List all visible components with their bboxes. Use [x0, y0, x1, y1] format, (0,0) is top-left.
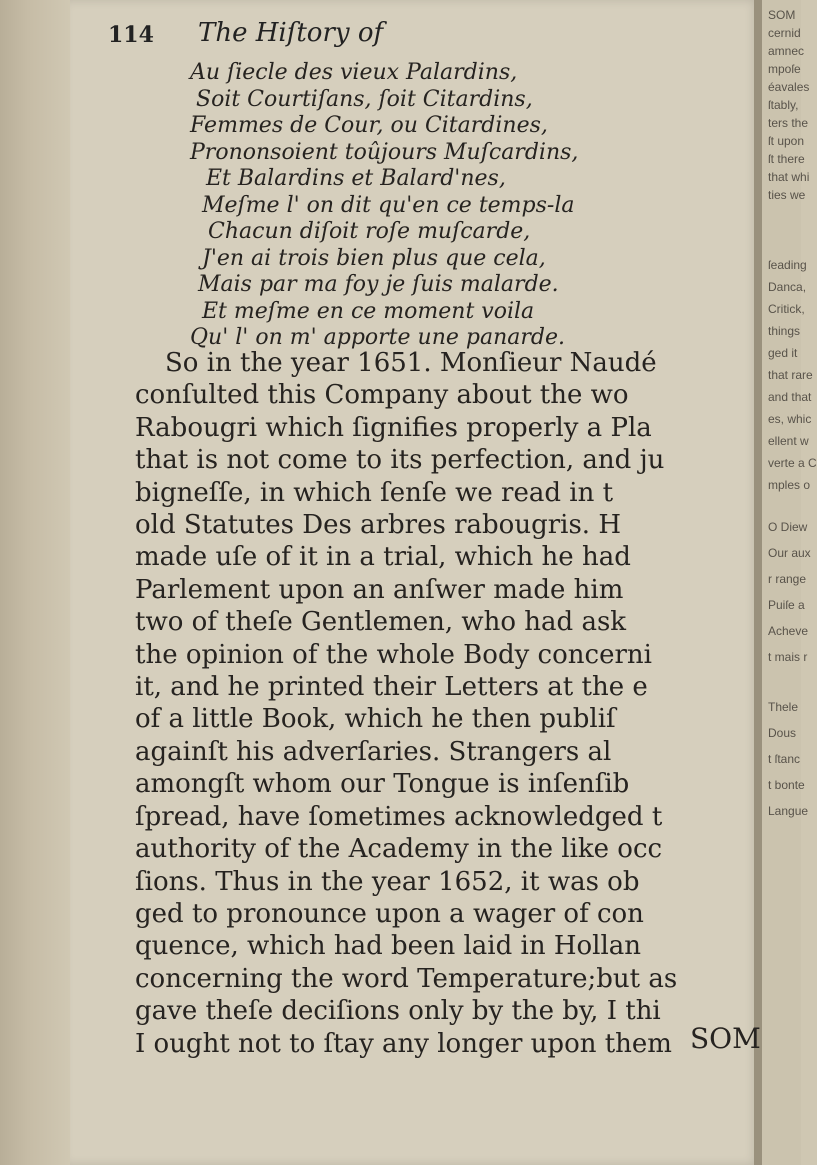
facing-fragment: es, whic — [768, 412, 812, 426]
text-line: ged to pronounce upon a wager of con — [135, 898, 644, 929]
text-line: of a little Book, which he then publiſ — [135, 704, 616, 735]
facing-fragment: ſeading — [768, 258, 807, 272]
text-line: concerning the word Temperature;but as — [135, 963, 678, 994]
text-line: old Statutes Des arbres rabougris. H — [135, 510, 622, 541]
facing-fragment: O Diew — [768, 520, 808, 534]
text-line: amongſt whom our Tongue is inſenſib — [135, 769, 630, 800]
text-line: againſt his adverſaries. Strangers al — [135, 736, 612, 767]
facing-fragment: ties we — [768, 188, 806, 202]
text-line: that is not come to its perfection, and ju — [135, 445, 665, 476]
text-line: it, and he printed their Letters at the e — [135, 672, 648, 703]
facing-fragment: ſtably, — [768, 98, 799, 112]
page-number: 114 — [108, 22, 154, 48]
facing-fragment: mpoſe — [768, 62, 801, 76]
facing-fragment: t bonte — [768, 778, 805, 792]
facing-fragment: that whi — [768, 170, 810, 184]
facing-fragment: ſt there — [768, 152, 805, 166]
text-line: So in the year 1651. Monſieur Naudé — [165, 348, 657, 378]
text-line: Rabougri which ſignifies properly a Pla — [135, 412, 652, 443]
facing-fragment: verte a C — [768, 456, 817, 470]
facing-fragment: ſt upon — [768, 134, 805, 148]
text-line: conſulted this Company about the wo — [135, 380, 629, 411]
facing-fragment: and that — [768, 390, 812, 404]
facing-fragment: Acheve — [768, 624, 809, 638]
facing-fragment: ged it — [768, 346, 798, 360]
verse-line: Au ſiecle des vieux Palardins, — [190, 60, 518, 85]
body-text — [135, 347, 755, 1060]
verse-line: Soit Courtiſans, ſoit Citardins, — [196, 86, 533, 112]
verse-line: Chacun diſoit roſe muſcarde, — [208, 219, 531, 244]
facing-fragment: SOM — [768, 8, 796, 22]
facing-fragment: Langue — [768, 804, 809, 818]
facing-fragment: ters the — [768, 116, 809, 130]
text-line: ſions. Thus in the year 1652, it was ob — [135, 866, 640, 897]
text-line: I ought not to ſtay any longer upon them — [135, 1028, 672, 1059]
facing-fragment: r range — [768, 572, 807, 586]
text-line: authority of the Academy in the like occ — [135, 834, 663, 865]
facing-fragment: Danca, — [768, 280, 807, 294]
facing-fragment: Puiſe a — [768, 598, 805, 612]
verse-line: J'en ai trois bien plus que cela, — [202, 245, 546, 271]
verse-line: Meſme l' on dit qu'en ce temps-la — [202, 192, 575, 218]
text-line: gave theſe deciſions only by the by, I thi — [135, 996, 661, 1027]
facing-fragment: t mais r — [768, 650, 808, 664]
text-line: the opinion of the whole Body concerni — [135, 639, 652, 670]
book-spine — [754, 0, 762, 1165]
verse-line: Femmes de Cour, ou Citardines, — [190, 113, 548, 138]
running-head: The Hiſtory of — [198, 18, 384, 48]
text-line: two of theſe Gentlemen, who had ask — [135, 607, 627, 638]
facing-fragment: t ſtanc — [768, 752, 801, 766]
text-line: ſpread, have ſometimes acknowledged t — [135, 801, 663, 832]
verse-line: Mais par ma foy je ſuis malarde. — [198, 272, 559, 297]
facing-fragment: ellent w — [768, 434, 809, 448]
facing-fragment: cernid — [768, 26, 801, 40]
text-line: quence, which had been laid in Hollan — [135, 931, 642, 962]
facing-fragment: things — [768, 324, 801, 338]
facing-fragment: Critick, — [768, 302, 805, 316]
left-page-edge — [0, 0, 70, 1165]
facing-page-edge — [762, 0, 817, 1165]
facing-fragment: that rare — [768, 368, 813, 382]
facing-fragment: mples o — [768, 478, 811, 492]
facing-fragment: Dous — [768, 726, 797, 740]
catchword: SOM — [690, 1022, 761, 1055]
facing-fragment: Our aux — [768, 546, 811, 560]
text-line: bigneſſe, in which ſenſe we read in t — [135, 477, 614, 508]
verse-line: Qu' l' on m' apporte une panarde. — [190, 325, 565, 350]
facing-fragment: Thele — [768, 700, 799, 714]
text-line: made uſe of it in a trial, which he had — [135, 542, 631, 573]
verse-line: Et meſme en ce moment voila — [202, 298, 535, 324]
verse-line: Et Balardins et Balard'nes, — [206, 166, 506, 191]
text-line: Parlement upon an anſwer made him — [135, 574, 624, 605]
french-verse — [190, 60, 750, 352]
verse-line: Prononsoient toûjours Muſcardins, — [190, 139, 579, 165]
facing-fragment: éavales — [768, 80, 810, 94]
facing-fragment: amnec — [768, 44, 805, 58]
